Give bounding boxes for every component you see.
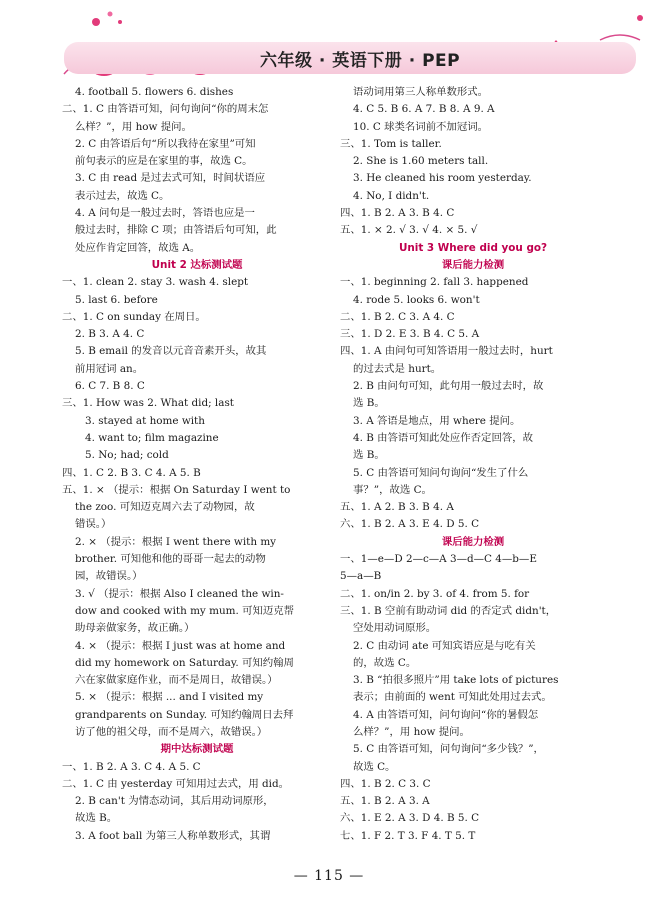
answer-line: 3. √ （提示：根据 Also I cleaned the win- — [75, 587, 284, 600]
answer-line: 园，故错误。） — [75, 570, 143, 583]
answer-line: 4. want to; film magazine — [85, 431, 219, 444]
page-number: — 115 — — [293, 868, 365, 884]
answer-line: grandparents on Sunday. 可知约翰周日去拜 — [75, 708, 294, 721]
answer-line: 前句表示的应是在家里的事，故选 C。 — [75, 155, 253, 168]
answer-line: 2. × （提示：根据 I went there with my — [75, 535, 277, 548]
answer-line: 2. B 3. A 4. C — [75, 328, 145, 341]
answer-line: 4. B 由答语可知此处应作否定回答，故 — [353, 431, 534, 444]
answer-line: 三、1. Tom is taller. — [340, 137, 442, 150]
answer-line: 五、1. × 2. √ 3. √ 4. × 5. √ — [340, 224, 478, 237]
answer-line: 六、1. E 2. A 3. D 4. B 5. C — [340, 812, 480, 825]
answer-line: 助母亲做家务，故正确。） — [75, 622, 195, 635]
answer-line: did my homework on Saturday. 可知约翰周 — [75, 656, 294, 669]
answer-line: 2. C 由动词 ate 可知宾语应是与吃有关 — [353, 639, 536, 652]
section-heading: 课后能力检测 — [441, 258, 505, 271]
section-heading: 期中达标测试题 — [160, 743, 234, 756]
answer-line: 4. A 问句是一般过去时，答语也应是一 — [75, 207, 255, 220]
answer-line: 三、1. D 2. E 3. B 4. C 5. A — [340, 328, 480, 341]
answer-line: 4. C 5. B 6. A 7. B 8. A 9. A — [353, 103, 495, 116]
answer-line: 4. football 5. flowers 6. dishes — [75, 86, 234, 98]
answer-line: 四、1. A 由问句可知答语用一般过去时，hurt — [340, 345, 553, 358]
answer-line: 么样？”，用 how 提问。 — [353, 725, 470, 738]
answer-line: 七、1. F 2. T 3. F 4. T 5. T — [340, 829, 476, 842]
answer-line: 2. C 由答语后句“所以我待在家里”可知 — [75, 137, 256, 150]
answer-line: 5. last 6. before — [75, 293, 158, 306]
section-heading: Unit 3 Where did you go? — [398, 241, 548, 254]
answer-line: dow and cooked with my mum. 可知迈克帮 — [75, 604, 295, 617]
header-title: 六年级 · 英语下册 · PEP — [260, 51, 461, 71]
left-column — [62, 84, 332, 845]
answer-line: 6. C 7. B 8. C — [75, 380, 145, 393]
answer-line: 4. rode 5. looks 6. won't — [353, 293, 480, 306]
section-heading: 课后能力检测 — [441, 535, 505, 548]
answer-line: 的过去式是 hurt。 — [353, 362, 442, 375]
answer-line: 3. A 答语是地点，用 where 提问。 — [353, 414, 521, 427]
answer-line: 六在家做家庭作业，而不是周日，故错误。） — [75, 674, 278, 687]
answer-line: the zoo. 可知迈克周六去了动物园，故 — [75, 501, 255, 514]
answer-line: 一、1. beginning 2. fall 3. happened — [340, 276, 529, 289]
answer-line: 5. C 由答语可知，问句询问“多少钱？”， — [353, 743, 544, 756]
answer-line: 语动词用第三人称单数形式。 — [353, 86, 489, 98]
answer-line: 2. She is 1.60 meters tall. — [353, 155, 489, 168]
answer-line: 二、1. C on sunday 在周日。 — [62, 310, 206, 323]
answer-line: 空处用动词原形。 — [353, 622, 437, 635]
answer-line: 故选 C。 — [353, 760, 396, 773]
answer-line: 表示；由前面的 went 可知此处用过去式。 — [353, 691, 552, 704]
answer-line: 四、1. C 2. B 3. C 4. A 5. B — [62, 466, 201, 479]
answer-line: 事？”，故选 C。 — [353, 483, 432, 496]
answer-line: 5. B email 的发音以元音音素开头，故其 — [75, 345, 267, 358]
answer-line: 二、1. C 由答语可知，问句询问“你的周末怎 — [62, 103, 269, 116]
answer-line: 一、1. B 2. A 3. C 4. A 5. C — [62, 760, 201, 773]
answer-line: 般过去时，排除 C 项；由答语后句可知，此 — [75, 224, 277, 237]
section-heading: Unit 2 达标测试题 — [151, 258, 243, 271]
answer-line: 五、1. B 2. A 3. A — [340, 795, 430, 808]
answer-line: 4. × （提示：根据 I just was at home and — [75, 639, 286, 652]
answer-line: 3. A foot ball 为第三人称单数形式，其谓 — [75, 829, 271, 842]
answer-line: 5. × （提示：根据 ... and I visited my — [75, 691, 264, 704]
answer-line: 5. C 由答语可知问句询问“发生了什么 — [353, 466, 529, 479]
answer-line: 5—a—B — [340, 570, 382, 583]
answer-line: brother. 可知他和他的哥哥一起去的动物 — [75, 553, 266, 566]
answer-line: 4. A 由答语可知，问句询问“你的暑假怎 — [353, 708, 539, 721]
answer-line: 故选 B。 — [75, 812, 118, 825]
answer-line: 三、1. B 空前有助动词 did 的否定式 didn't， — [340, 604, 557, 617]
answer-line: 二、1. B 2. C 3. A 4. C — [340, 310, 455, 323]
answer-line: 错误。） — [75, 518, 112, 531]
answer-line: 五、1. A 2. B 3. B 4. A — [340, 501, 454, 514]
answer-line: 前用冠词 an。 — [75, 362, 144, 375]
answer-line: 4. No, I didn't. — [353, 189, 430, 202]
right-column — [340, 84, 606, 845]
answer-line: 四、1. B 2. A 3. B 4. C — [340, 207, 455, 220]
answer-line: 处应作肯定回答，故选 A。 — [75, 241, 201, 254]
answer-line: 的，故选 C。 — [353, 656, 417, 669]
answer-line: 么样？”，用 how 提问。 — [75, 120, 192, 133]
answer-line: 一、1—e—D 2—c—A 3—d—C 4—b—E — [340, 553, 537, 566]
answer-line: 3. stayed at home with — [85, 414, 205, 427]
answer-line: 2. B 由问句可知，此句用一般过去时，故 — [353, 380, 544, 393]
answer-line: 访了他的祖父母，而不是周六，故错误。） — [75, 725, 268, 738]
answer-line: 选 B。 — [353, 449, 385, 462]
answer-line: 选 B。 — [353, 397, 385, 410]
answer-line: 五、1. × （提示：根据 On Saturday I went to — [62, 483, 291, 496]
answer-line: 10. C 球类名词前不加冠词。 — [353, 120, 488, 133]
answer-line: 3. C 由 read 是过去式可知，时间状语应 — [75, 172, 266, 185]
answer-line: 一、1. clean 2. stay 3. wash 4. slept — [62, 276, 249, 289]
answer-line: 表示过去，故选 C。 — [75, 189, 170, 202]
answer-line: 四、1. B 2. C 3. C — [340, 777, 431, 790]
answer-line: 二、1. on/in 2. by 3. of 4. from 5. for — [340, 587, 530, 600]
answer-line: 3. He cleaned his room yesterday. — [353, 172, 532, 185]
answer-line: 3. B “拍很多照片”用 take lots of pictures — [353, 674, 559, 687]
page-header — [0, 0, 658, 80]
answer-line: 二、1. C 由 yesterday 可知用过去式，用 did。 — [62, 777, 290, 790]
answer-line: 六、1. B 2. A 3. E 4. D 5. C — [340, 518, 480, 531]
answer-line: 2. B can't 为情态动词，其后用动词原形， — [75, 795, 274, 808]
answer-line: 三、1. How was 2. What did; last — [62, 397, 234, 410]
answer-line: 5. No; had; cold — [85, 449, 169, 462]
